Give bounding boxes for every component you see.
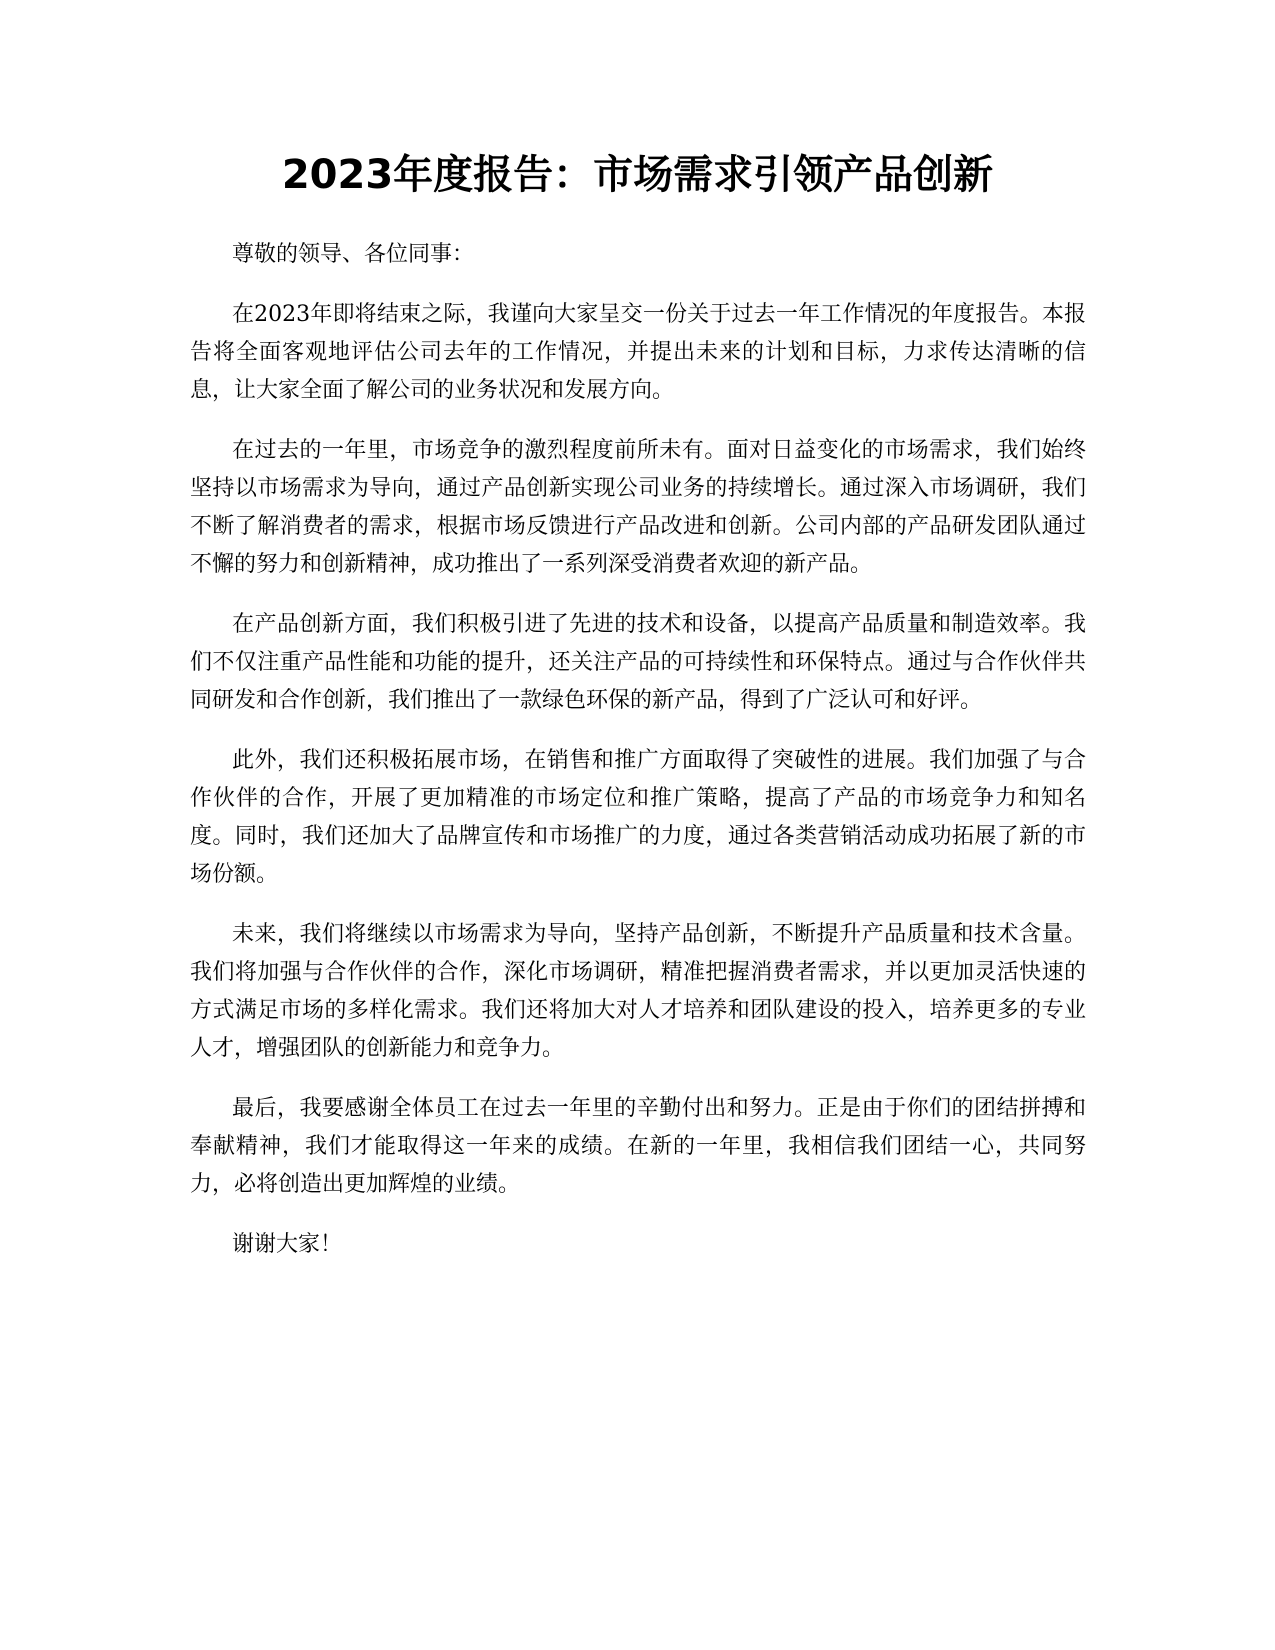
paragraph-closing: 谢谢大家！ [232,1232,343,1257]
paragraph-market-review: 在过去的一年里，市场竞争的激烈程度前所未有。面对日益变化的市场需求，我们始终坚持以市场需求为导向，通过产品创新实现公司业务的持续增长。通过深入市场调研，我们不断了解消费者的需求，根据市场反馈进行产品改进和创新。公司内部的产品研发团队通过不懈的努力和创新精神，成功推出了一系列深受消费者欢迎的新产品。 [190,438,1086,577]
document-body [190,236,1086,1286]
paragraph-future-plans: 未来，我们将继续以市场需求为导向，坚持产品创新，不断提升产品质量和技术含量。我们将加强与合作伙伴的合作，深化市场调研，精准把握消费者需求，并以更加灵活快速的方式满足市场的多样化需求。我们还将加大对人才培养和团队建设的投入，培养更多的专业人才，增强团队的创新能力和竞争力。 [190,922,1086,1061]
paragraph-product-innovation: 在产品创新方面，我们积极引进了先进的技术和设备，以提高产品质量和制造效率。我们不仅注重产品性能和功能的提升，还关注产品的可持续性和环保特点。通过与合作伙伴共同研发和合作创新，我们推出了一款绿色环保的新产品，得到了广泛认可和好评。 [190,612,1086,713]
paragraph-introduction: 在2023年即将结束之际，我谨向大家呈交一份关于过去一年工作情况的年度报告。本报告将全面客观地评估公司去年的工作情况，并提出未来的计划和目标，力求传达清晰的信息，让大家全面了解公司的业务状况和发展方向。 [190,302,1086,403]
document-title: 2023年度报告：市场需求引领产品创新 [281,152,994,198]
paragraph-market-expansion: 此外，我们还积极拓展市场，在销售和推广方面取得了突破性的进展。我们加强了与合作伙伴的合作，开展了更加精准的市场定位和推广策略，提高了产品的市场竞争力和知名度。同时，我们还加大了品牌宣传和市场推广的力度，通过各类营销活动成功拓展了新的市场份额。 [190,748,1086,887]
paragraph-salutation: 尊敬的领导、各位同事： [232,242,475,267]
paragraph-acknowledgement: 最后，我要感谢全体员工在过去一年里的辛勤付出和努力。正是由于你们的团结拼搏和奉献精神，我们才能取得这一年来的成绩。在新的一年里，我相信我们团结一心，共同努力，必将创造出更加辉煌的业绩。 [190,1096,1086,1197]
